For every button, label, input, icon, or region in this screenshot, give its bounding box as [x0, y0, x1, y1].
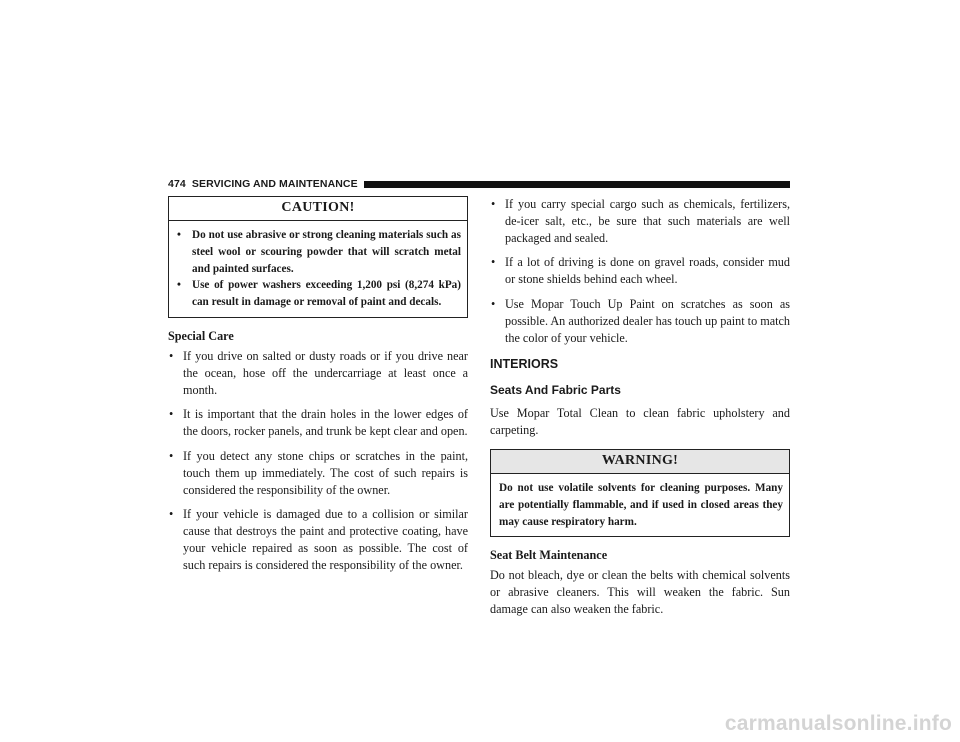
- interiors-paragraph: Use Mopar Total Clean to clean fabric upholstery and carpeting.: [490, 406, 790, 438]
- warning-title: WARNING!: [491, 450, 789, 474]
- list-item: • If you carry special cargo such as chemicals, fertilizers, de-icer salt, etc., be sure that such materials are well packaged and sealed.: [490, 196, 790, 246]
- page-header: [168, 177, 790, 191]
- seat-belt-heading: Seat Belt Maintenance: [490, 548, 608, 563]
- list-item: • Use Mopar Touch Up Paint on scratches as soon as possible. An authorized dealer has touch up paint to match the color of your vehicle.: [490, 296, 790, 346]
- header-text: [168, 178, 364, 190]
- left-column: [168, 196, 468, 582]
- warning-box: [490, 449, 790, 537]
- seats-fabric-heading: Seats And Fabric Parts: [490, 383, 621, 398]
- section-title: SERVICING AND MAINTENANCE: [191, 178, 358, 190]
- warning-text: Do not use volatile solvents for cleaning purposes. Many are potentially flammable, and if used in closed areas they may cause respiratory harm.: [499, 481, 783, 528]
- caution-title: CAUTION!: [169, 197, 467, 221]
- list-item: • If you detect any stone chips or scratches in the paint, touch them up immediately. The cost of such repairs is considered the responsibility of the owner.: [168, 448, 468, 498]
- caution-list: [177, 227, 461, 311]
- header-rule: [364, 181, 790, 188]
- seat-belt-paragraph: Do not bleach, dye or clean the belts with chemical solvents or abrasive cleaners. This will weaken the fabric. Sun damage can also weaken the fabric.: [490, 568, 790, 616]
- interiors-heading: INTERIORS: [490, 357, 559, 372]
- caution-box: [168, 196, 468, 318]
- caution-body: [169, 221, 467, 317]
- warning-body: [491, 474, 789, 536]
- caution-item: • Use of power washers exceeding 1,200 psi (8,274 kPa) can result in damage or removal of paint and decals.: [177, 277, 461, 311]
- page-number: 474: [168, 178, 186, 190]
- right-column: [490, 196, 790, 628]
- care-tips-list: [490, 196, 790, 346]
- list-item: • If you drive on salted or dusty roads or if you drive near the ocean, hose off the undercarriage at least once a month.: [168, 348, 468, 398]
- list-item: • If a lot of driving is done on gravel roads, consider mud or stone shields behind each wheel.: [490, 254, 790, 288]
- watermark: carmanualsonline.info: [724, 712, 952, 735]
- special-care-heading: Special Care: [168, 328, 234, 343]
- list-item: • It is important that the drain holes in the lower edges of the doors, rocker panels, and trunk be kept clear and open.: [168, 406, 468, 440]
- list-item: • If your vehicle is damaged due to a collision or similar cause that destroys the paint and protective coating, have your vehicle repaired as soon as possible. The cost of such repairs is considered the responsibility of the owner.: [168, 506, 468, 573]
- caution-item: • Do not use abrasive or strong cleaning materials such as steel wool or scouring powder that will scratch metal and painted surfaces.: [177, 227, 461, 277]
- special-care-list: [168, 348, 468, 574]
